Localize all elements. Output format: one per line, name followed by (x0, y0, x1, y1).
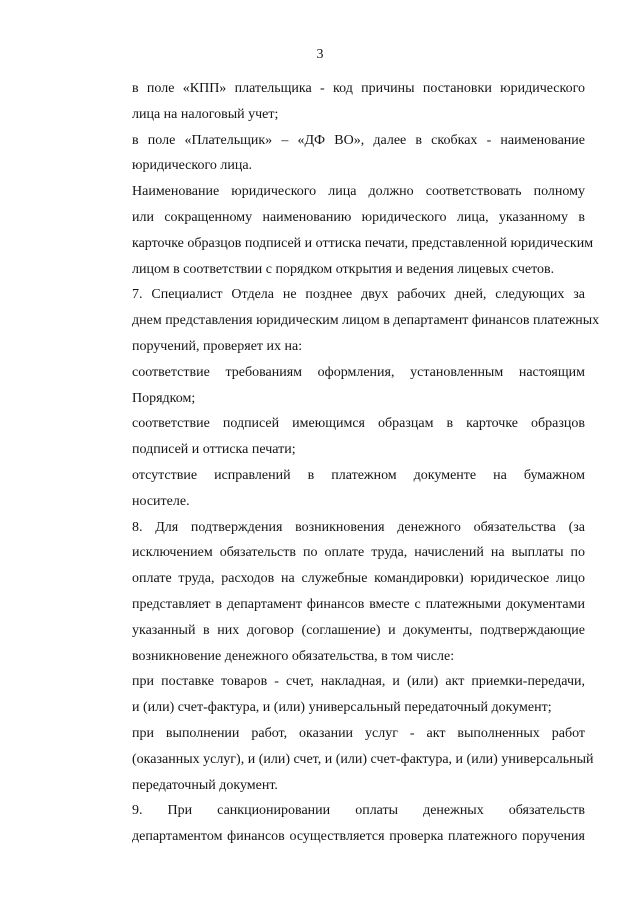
text-line: днем представления юридическим лицом в департамент финансов платежных (132, 313, 600, 329)
text-line: Наименование юридического лица должно соответствовать полному (132, 184, 585, 200)
paragraph-name-match (95, 179, 594, 282)
text-line: в поле «Плательщик» – «ДФ ВО», далее в скобках - наименование (132, 132, 585, 148)
text-line: в поле «КПП» плательщика - код причины постановки юридического (132, 81, 585, 96)
paragraph-payer-field (95, 128, 585, 180)
text-line: лицом в соответствии с порядком открытия и ведения лицевых счетов. (132, 261, 555, 277)
text-line: (оказанных услуг), и (или) счет, и (или) счет-фактура, и (или) универсальный (132, 751, 594, 767)
text-line: Порядком; (132, 390, 196, 406)
text-line: отсутствие исправлений в платежном документе на бумажном (132, 467, 585, 483)
text-line: карточке образцов подписей и оттиска печати, представленной юридическим (132, 235, 594, 251)
text-line: соответствие подписей имеющимся образцам в карточке образцов (132, 416, 585, 432)
text-line: лица на налоговый учет; (132, 106, 279, 122)
page-number: 3 (316, 47, 324, 62)
paragraph-item-9 (95, 798, 585, 850)
text-line: 8. Для подтверждения возникновения денежного обязательства (за (132, 519, 585, 535)
paragraph-goods-documents (95, 669, 585, 721)
text-line: департаментом финансов осуществляется проверка платежного поручения (132, 829, 585, 845)
paragraph-check-signatures (95, 411, 585, 463)
text-line: при поставке товаров - счет, накладная, и (или) акт приемки-передачи, (132, 674, 585, 690)
text-line: и (или) счет-фактура, и (или) универсальный передаточный документ; (132, 700, 552, 716)
paragraph-item-7 (95, 282, 600, 359)
document-body (95, 76, 600, 850)
text-line: возникновение денежного обязательства, в том числе: (132, 648, 455, 664)
text-line: 7. Специалист Отдела не позднее двух рабочих дней, следующих за (132, 287, 585, 303)
text-line: передаточный документ. (132, 777, 278, 793)
text-line: подписей и оттиска печати; (132, 442, 296, 458)
text-line: исключением обязательств по оплате труда, начислений на выплаты по (132, 545, 585, 561)
text-line: указанный в них договор (соглашение) и документы, подтверждающие (132, 622, 585, 638)
text-line: или сокращенному наименованию юридического лица, указанному в (132, 209, 585, 225)
text-line: представляет в департамент финансов вместе с платежными документами (132, 596, 585, 612)
text-line: оплате труда, расходов на служебные командировки) юридическое лицо (132, 571, 585, 587)
paragraph-works-documents (95, 721, 594, 798)
paragraph-check-requirements (95, 360, 585, 412)
text-line: соответствие требованиям оформления, установленным настоящим (132, 364, 585, 380)
paragraph-kpp-field (95, 76, 585, 128)
paragraph-check-corrections (95, 463, 585, 515)
text-line: носителе. (132, 493, 190, 509)
text-line: юридического лица. (132, 158, 253, 174)
text-line: при выполнении работ, оказании услуг - акт выполненных работ (132, 725, 585, 741)
text-line: поручений, проверяет их на: (132, 338, 303, 354)
text-line: 9. При санкционировании оплаты денежных обязательств (132, 803, 585, 819)
paragraph-item-8 (95, 515, 585, 670)
